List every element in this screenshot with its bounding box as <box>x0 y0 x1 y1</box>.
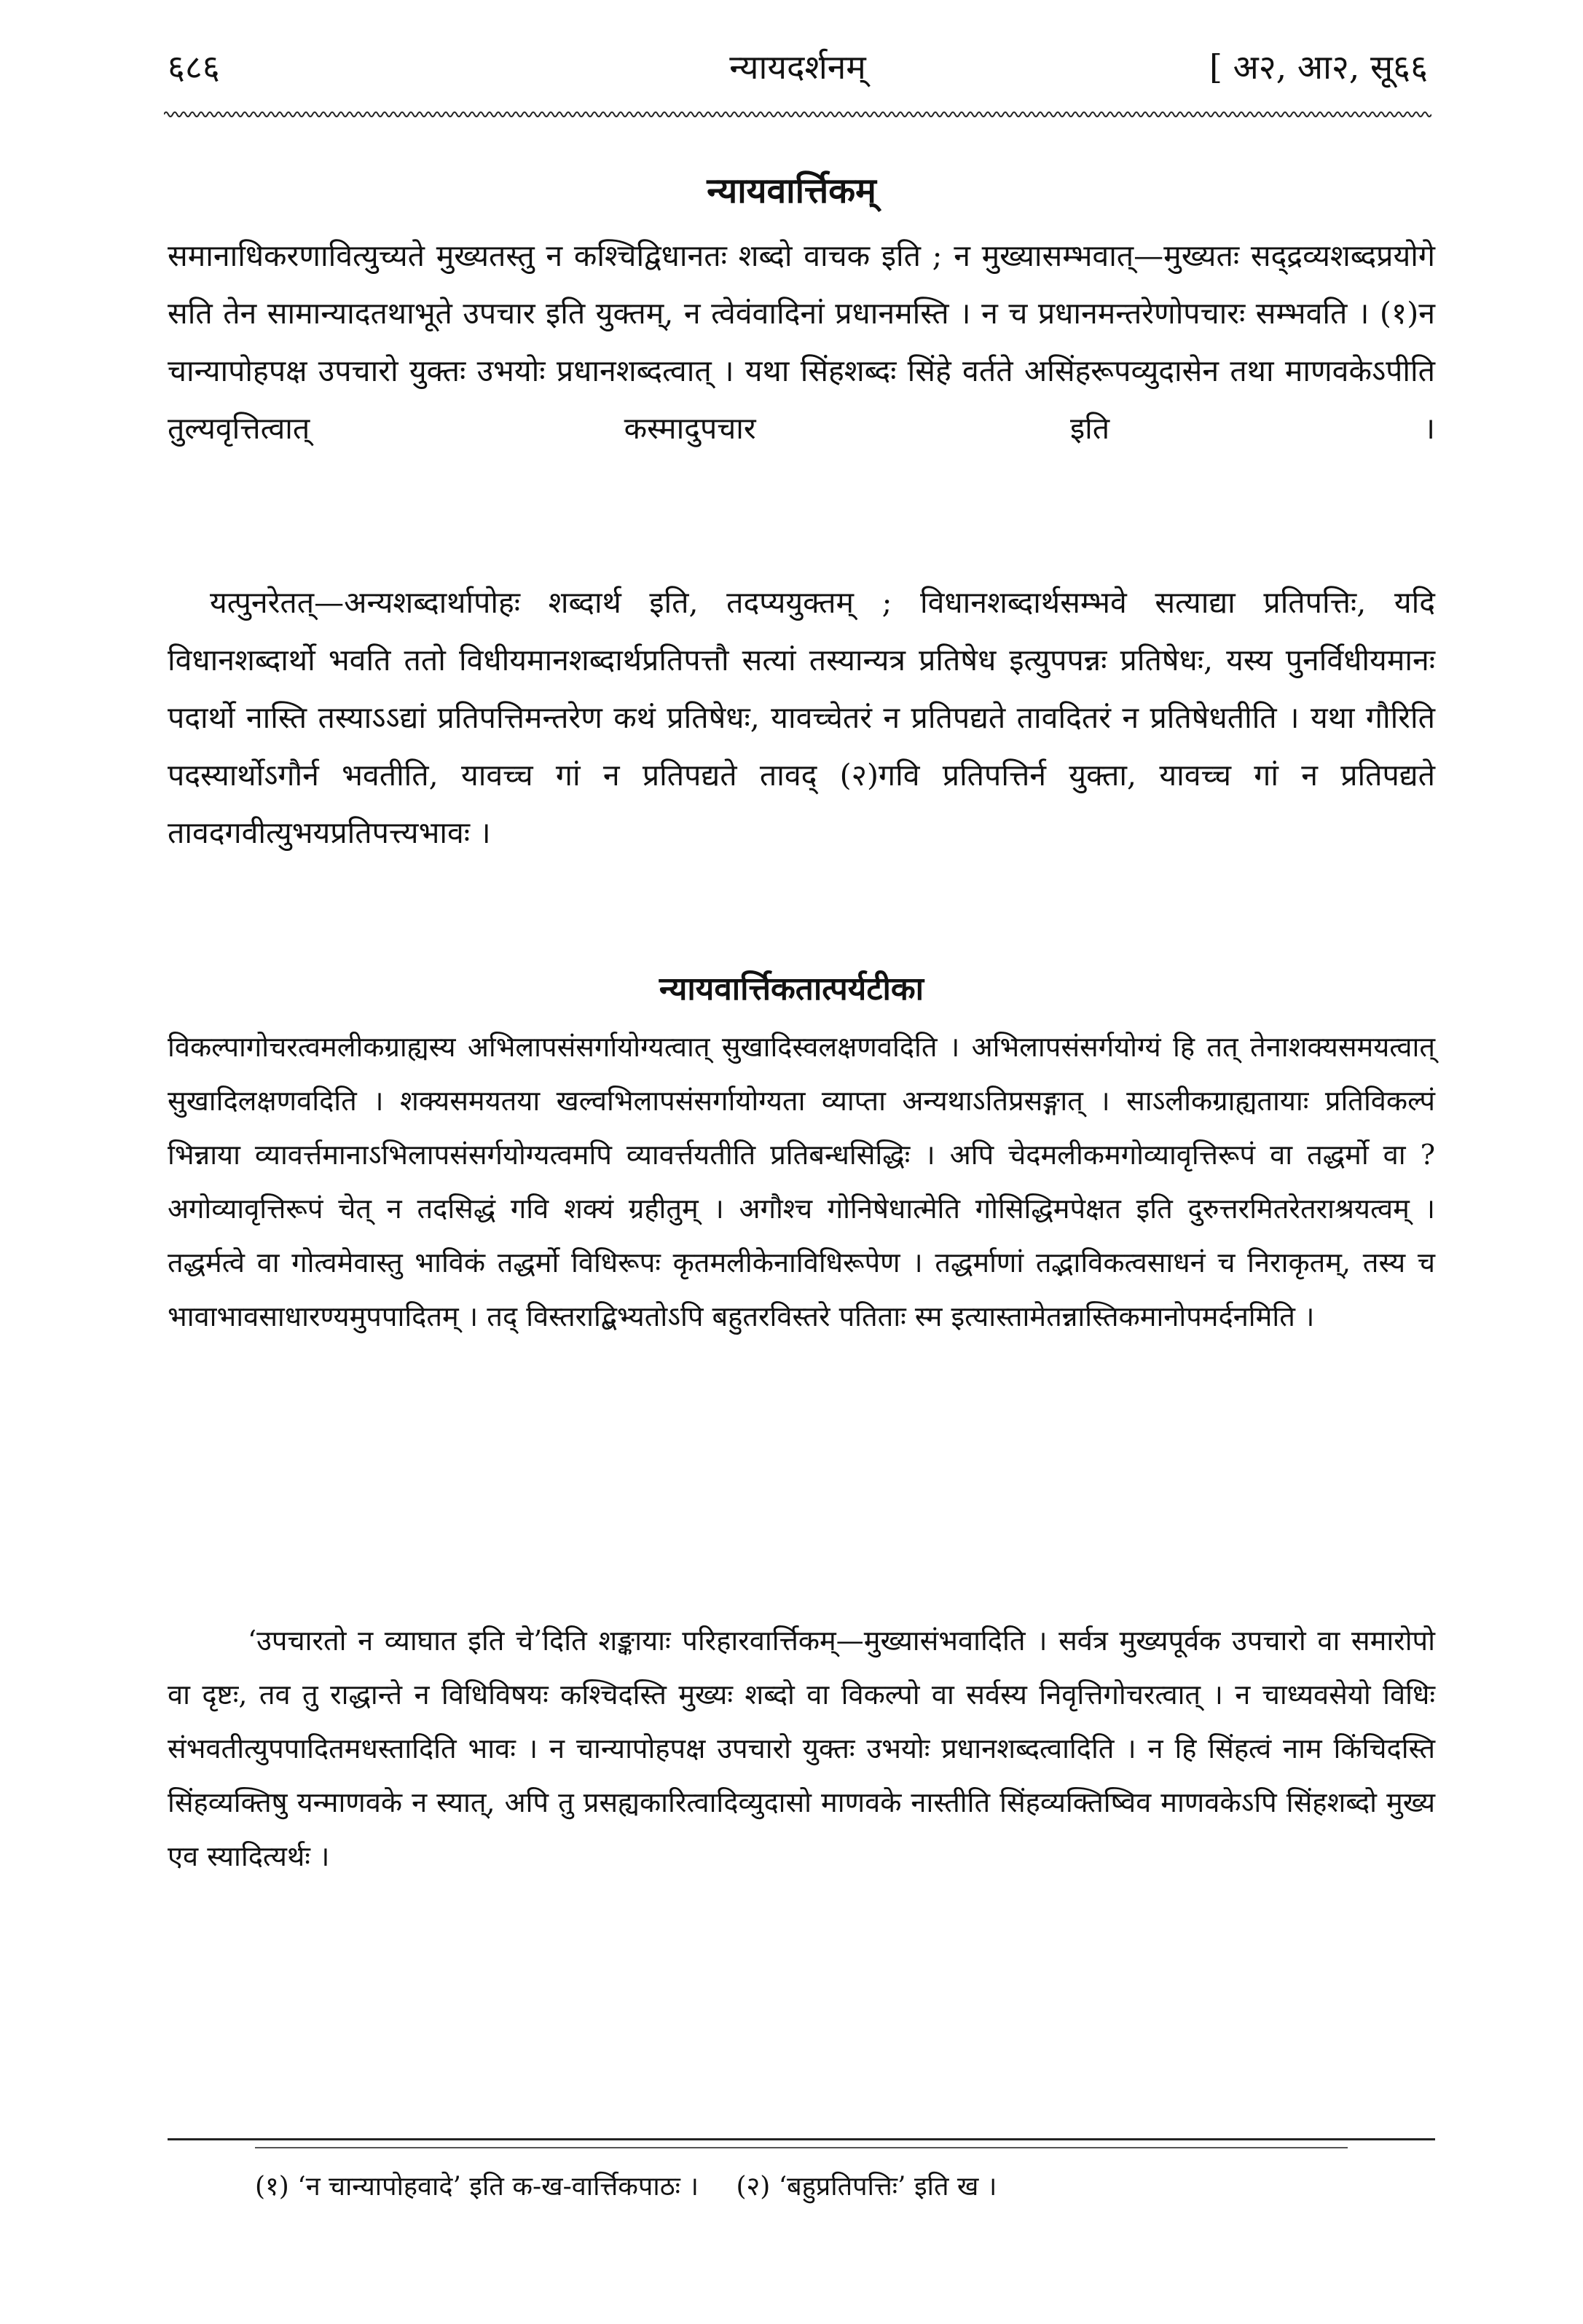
footnote-1: (१) ‘न चान्यापोहवादे’ इति क-ख-वार्त्तिकपाठः । <box>255 2172 699 2202</box>
footnote-separator-thin <box>255 2147 1348 2148</box>
footnotes <box>255 2167 1026 2203</box>
page-number: ६८६ <box>168 47 220 87</box>
vartika-paragraph-2: यत्पुनरेतत्—अन्यशब्दार्थापोहः शब्दार्थ इति, तदप्ययुक्तम् ; विधानशब्दार्थसम्भवे सत्याद्या प्रतिपत्तिः, यदि विधानशब्दार्थो भवति ततो विधीयमानशब्दार्थप्रतिपत्तौ सत्यां तस्यान्यत्र प्रतिषेध इत्युपपन्नः प्रतिषेधः, यस्य पुनर्विधीयमानः पदार्थो नास्ति तस्याऽऽद्यां प्रतिपत्तिमन्तरेण कथं प्रतिषेधः, यावच्चेतरं न प्रतिपद्यते तावदितरं न प्रतिषेधतीति । यथा गौरिति पदस्यार्थोऽगौर्न भवतीति, यावच्च गां न प्रतिपद्यते तावद् (२)गवि प्रतिपत्तिर्न युक्ता, यावच्च गां न प्रतिपद्यते तावदगवीत्युभयप्रतिपत्त्यभावः । <box>168 585 1436 850</box>
tika-heading: न्यायवार्त्तिकतात्पर्यटीका <box>659 970 924 1008</box>
tika-paragraph-1: विकल्पागोचरत्वमलीकग्राह्यस्य अभिलापसंसर्गायोग्यत्वात् सुखादिस्वलक्षणवदिति । अभिलापसंसर्गयोग्यं हि तत् तेनाशक्यसमयत्वात् सुखादिलक्षणवदिति । शक्यसमयतया खल्वभिलापसंसर्गायोग्यता व्याप्ता अन्यथाऽतिप्रसङ्गात् । साऽलीकग्राह्यतायाः प्रतिविकल्पं भिन्नाया व्यावर्त्तमानाऽभिलापसंसर्गयोग्यत्वमपि व्यावर्त्तयतीति प्रतिबन्धसिद्धिः । अपि चेदमलीकमगोव्यावृत्तिरूपं वा तद्धर्मो वा ? अगोव्यावृत्तिरूपं चेत् न तदसिद्धं गवि शक्यं ग्रहीतुम् । अगौश्च गोनिषेधात्मेति गोसिद्धिमपेक्षत इति दुरुत्तरमितरेतराश्रयत्वम् । तद्धर्मत्वे वा गोत्वमेवास्तु भाविकं तद्धर्मो विधिरूपः कृतमलीकेनाविधिरूपेण । तद्धर्माणां तद्भाविकत्वसाधनं च निराकृतम्, तस्य च भावाभावसाधारण्यमुपपादितम् । तद् विस्तराद्बिभ्यतोऽपि बहुतरविस्तरे पतिताः स्म इत्यास्तामेतन्नास्तिकमानोपमर्दनमिति । <box>168 1031 1435 1332</box>
section-reference: [ अ२, आ२, सू६६ <box>1209 47 1428 87</box>
tika-paragraph-2: ‘उपचारतो न व्याघात इति चे’दिति शङ्कायाः परिहारवार्त्तिकम्—मुख्यासंभवादिति । सर्वत्र मुख्यपूर्वक उपचारो वा समारोपो वा दृष्टः, तव तु राद्धान्ते न विधिविषयः कश्चिदस्ति मुख्यः शब्दो वा विकल्पो वा सर्वस्य निवृत्तिगोचरत्वात् । न चाध्यवसेयो विधिः संभवतीत्युपपादितमधस्तादिति भावः । न चान्यापोहपक्ष उपचारो युक्तः उभयोः प्रधानशब्दत्वादिति । न हि सिंहत्वं नाम किंचिदस्ति सिंहव्यक्तिषु यन्माणवके न स्यात्, अपि तु प्रसह्यकारित्वादिव्युदासो माणवके नास्तीति सिंहव्यक्तिष्विव माणवकेऽपि सिंहशब्दो मुख्य एव स्यादित्यर्थः । <box>168 1625 1435 1872</box>
page-header <box>168 29 1428 95</box>
vartika-heading: न्यायवार्त्तिकम् <box>707 170 876 211</box>
footnote-separator <box>168 2138 1435 2140</box>
footnote-2: (२) ‘बहुप्रतिपत्तिः’ इति ख । <box>736 2172 997 2202</box>
vartika-paragraph-1: समानाधिकरणावित्युच्यते मुख्यतस्तु न कश्चिद्विधानतः शब्दो वाचक इति ; न मुख्यासम्भवात्—मुख्यतः सद्द्रव्यशब्दप्रयोगे सति तेन सामान्यादतथाभूते उपचार इति युक्तम्, न त्वेवंवादिनां प्रधानमस्ति । न च प्रधानमन्तरेणोपचारः सम्भवति । (१)न चान्यापोहपक्ष उपचारो युक्तः उभयोः प्रधानशब्दत्वात् । यथा सिंहशब्दः सिंहे वर्तते असिंहरूपव्युदासेन तथा माणवकेऽपीति तुल्यवृत्तित्वात् कस्मादुपचार इति । <box>168 238 1435 446</box>
book-title: न्यायदर्शनम् <box>729 47 866 87</box>
header-wavy-rule <box>164 109 1431 119</box>
